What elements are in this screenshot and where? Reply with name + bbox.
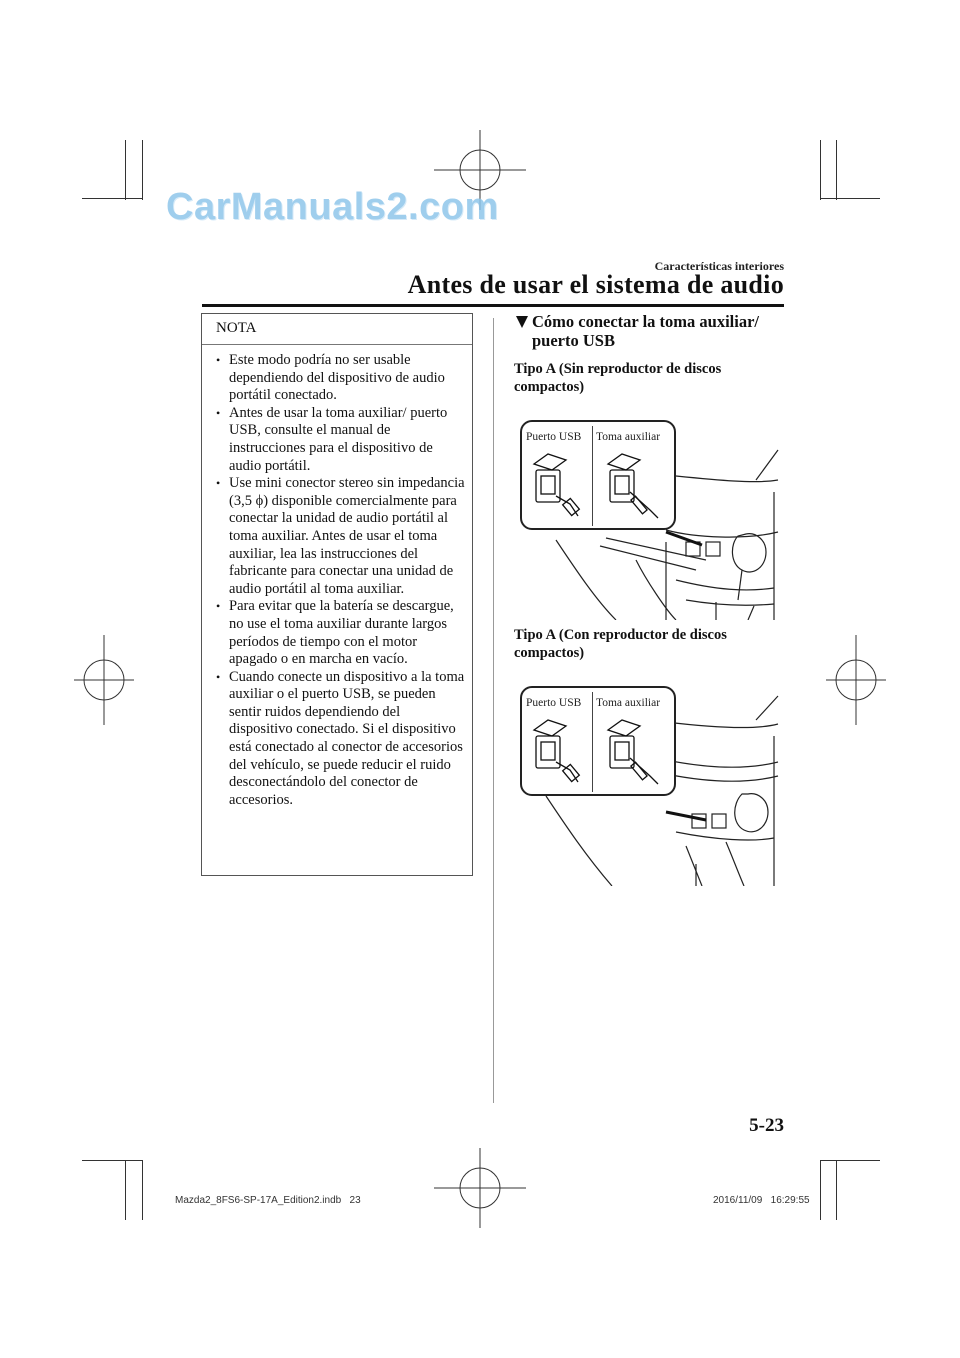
column-divider [493, 318, 494, 1103]
note-item: • Antes de usar la toma auxiliar/ puerto USB, consulte el manual de instrucciones para el dispositivo de audio portátil. [216, 405, 466, 475]
subheading-with-cd: Tipo A (Con reproductor de discos compactos) [514, 627, 727, 661]
note-box [201, 313, 473, 876]
note-item: • Este modo podría no ser usable dependiendo del dispositivo de audio portátil conectado. [216, 352, 466, 405]
note-item: • Cuando conecte un dispositivo a la toma auxiliar o el puerto USB, se pueden sentir ruidos dependiendo del dispositivo conectado. Si el dispositivo está conectado al conector de accesorios del vehículo, se puede reducir el ruido desconectándolo del conector de accesorios. [216, 669, 466, 810]
label-aux-jack: Toma auxiliar [596, 431, 661, 443]
label-usb-port: Puerto USB [526, 697, 582, 709]
label-aux-jack: Toma auxiliar [596, 697, 661, 709]
note-list [216, 352, 466, 809]
label-usb-port: Puerto USB [526, 431, 582, 443]
note-title: NOTA [216, 320, 257, 336]
note-divider [202, 344, 472, 345]
section-label: Características interiores [654, 259, 784, 273]
watermark-logo: CarManuals2.com [166, 186, 499, 228]
header-rule [202, 304, 784, 307]
subheading-no-cd: Tipo A (Sin reproductor de discos compactos) [514, 361, 722, 395]
page-title: Antes de usar el sistema de audio [407, 270, 784, 299]
page-number: 5-23 [749, 1115, 784, 1136]
usb-aux-plug-icon [526, 450, 672, 528]
footer-timestamp: 2016/11/09 16:29:55 [713, 1195, 810, 1206]
note-item: • Para evitar que la batería se descargue, no use el toma auxiliar durante largos períodos de tiempo con el motor apagado o en marcha en vacío. [216, 598, 466, 668]
note-item: • Use mini conector stereo sin impedancia (3,5 ϕ) disponible comercialmente para conectar la unidad de audio portátil al toma auxiliar. Antes de usar el toma auxiliar, lea las instrucciones del fabricante para conectar una unidad de audio portátil al toma auxiliar. [216, 475, 466, 598]
footer-file-name: Mazda2_8FS6-SP-17A_Edition2.indb 23 [175, 1195, 361, 1206]
callout-ports-with-cd [520, 686, 676, 796]
section-heading: Cómo conectar la toma auxiliar/ puerto USB [532, 312, 759, 350]
callout-ports-no-cd [520, 420, 676, 530]
usb-aux-plug-icon [526, 716, 672, 794]
